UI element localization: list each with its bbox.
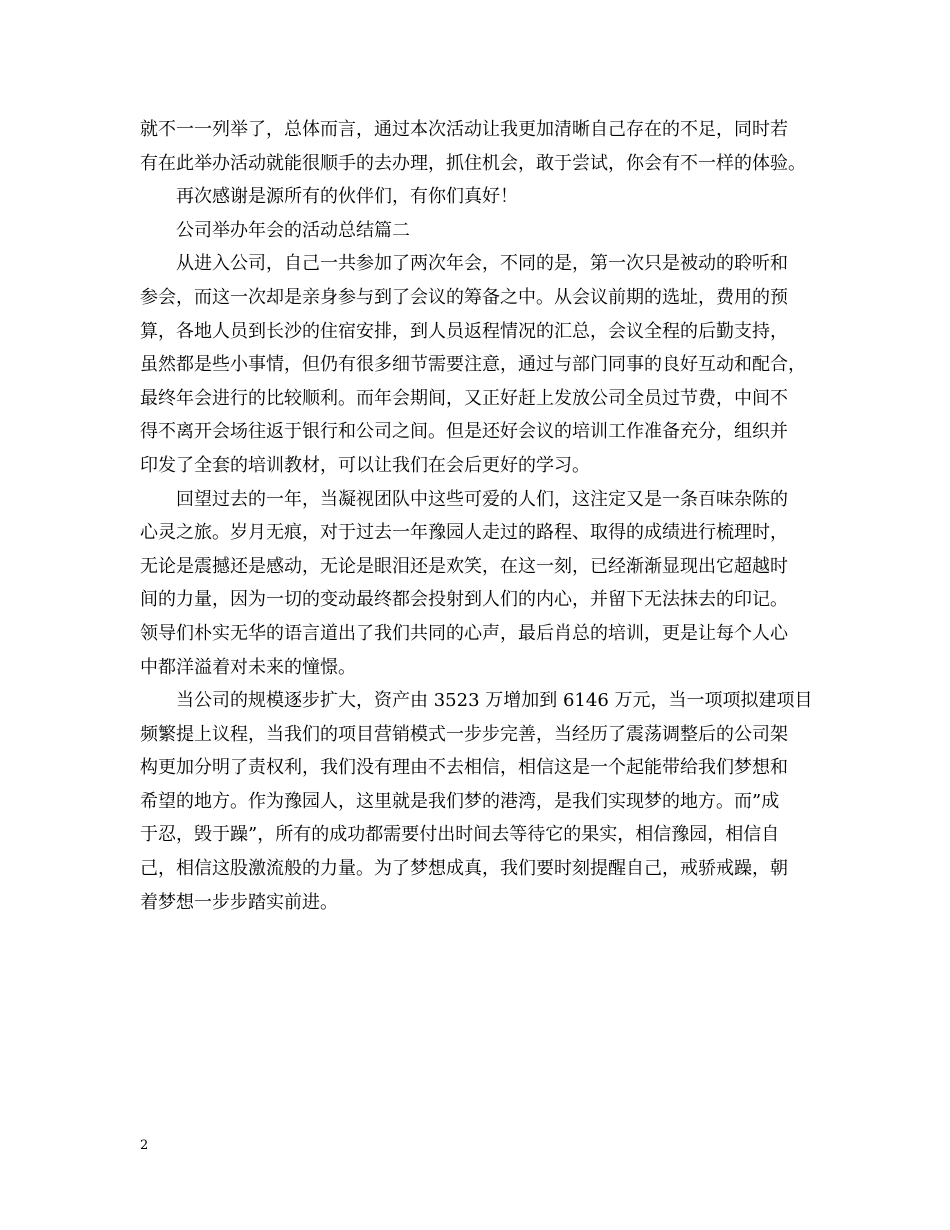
- text-line: 印发了全套的培训教材，可以让我们在会后更好的学习。: [140, 454, 590, 476]
- text-line: 领导们朴实无华的语言道出了我们共同的心声，最后肖总的培训，更是让每个人心: [140, 622, 788, 644]
- text-line: 有在此举办活动就能很顺手的去办理，抓住机会，敢于尝试，你会有不一样的体验。: [140, 152, 806, 174]
- text-line: 得不离开会场往返于银行和公司之间。但是还好会议的培训工作准备充分，组织并: [140, 421, 788, 443]
- text-line: 参会，而这一次却是亲身参与到了会议的筹备之中。从会议前期的选址，费用的预: [140, 286, 788, 308]
- text-line: 就不一一列举了，总体而言，通过本次活动让我更加清晰自己存在的不足，同时若: [140, 119, 788, 140]
- text-line: 公司举办年会的活动总结篇二: [176, 219, 410, 241]
- text-line: 构更加分明了责权利，我们没有理由不去相信，相信这是一个起能带给我们梦想和: [140, 757, 788, 779]
- text-line: 回望过去的一年，当凝视团队中这些可爱的人们，这注定又是一条百味杂陈的: [176, 488, 788, 510]
- text-line: 着梦想一步步踏实前进。: [140, 891, 338, 913]
- text-line: 虽然都是些小事情，但仍有很多细节需要注意，通过与部门同事的良好互动和配合，: [140, 354, 806, 376]
- text-line: 中都洋溢着对未来的憧憬。: [140, 656, 356, 678]
- text-line: 频繁提上议程，当我们的项目营销模式一步步完善，当经历了震荡调整后的公司架: [140, 723, 788, 745]
- text-line: 间的力量，因为一切的变动最终都会投射到人们的内心，并留下无法抹去的印记。: [140, 589, 788, 611]
- text-line: 心灵之旅。岁月无痕，对于过去一年豫园人走过的路程、取得的成绩进行梳理时，: [140, 522, 788, 544]
- text-line: 希望的地方。作为豫园人，这里就是我们梦的港湾，是我们实现梦的地方。而”成: [140, 790, 780, 812]
- text-line: 再次感谢是源所有的伙伴们，有你们真好！: [176, 186, 518, 208]
- page-number: 2: [140, 1138, 149, 1153]
- text-line: 从进入公司，自己一共参加了两次年会，不同的是，第一次只是被动的聆听和: [176, 253, 788, 275]
- document-body: [140, 113, 830, 919]
- text-line: 最终年会进行的比较顺利。而年会期间，又正好赶上发放公司全员过节费，中间不: [140, 387, 788, 409]
- text-line: 当公司的规模逐步扩大，资产由 3523 万增加到 6146 万元，当一项项拟建项目: [176, 690, 813, 712]
- text-line: 算，各地人员到长沙的住宿安排，到人员返程情况的汇总，会议全程的后勤支持，: [140, 320, 788, 342]
- text-line: 于忍，毁于躁”，所有的成功都需要付出时间去等待它的果实，相信豫园，相信自: [140, 824, 780, 846]
- text-line: 无论是震撼还是感动，无论是眼泪还是欢笑，在这一刻，已经渐渐显现出它超越时: [140, 555, 788, 577]
- text-line: 己，相信这股激流般的力量。为了梦想成真，我们要时刻提醒自己，戒骄戒躁，朝: [140, 858, 788, 880]
